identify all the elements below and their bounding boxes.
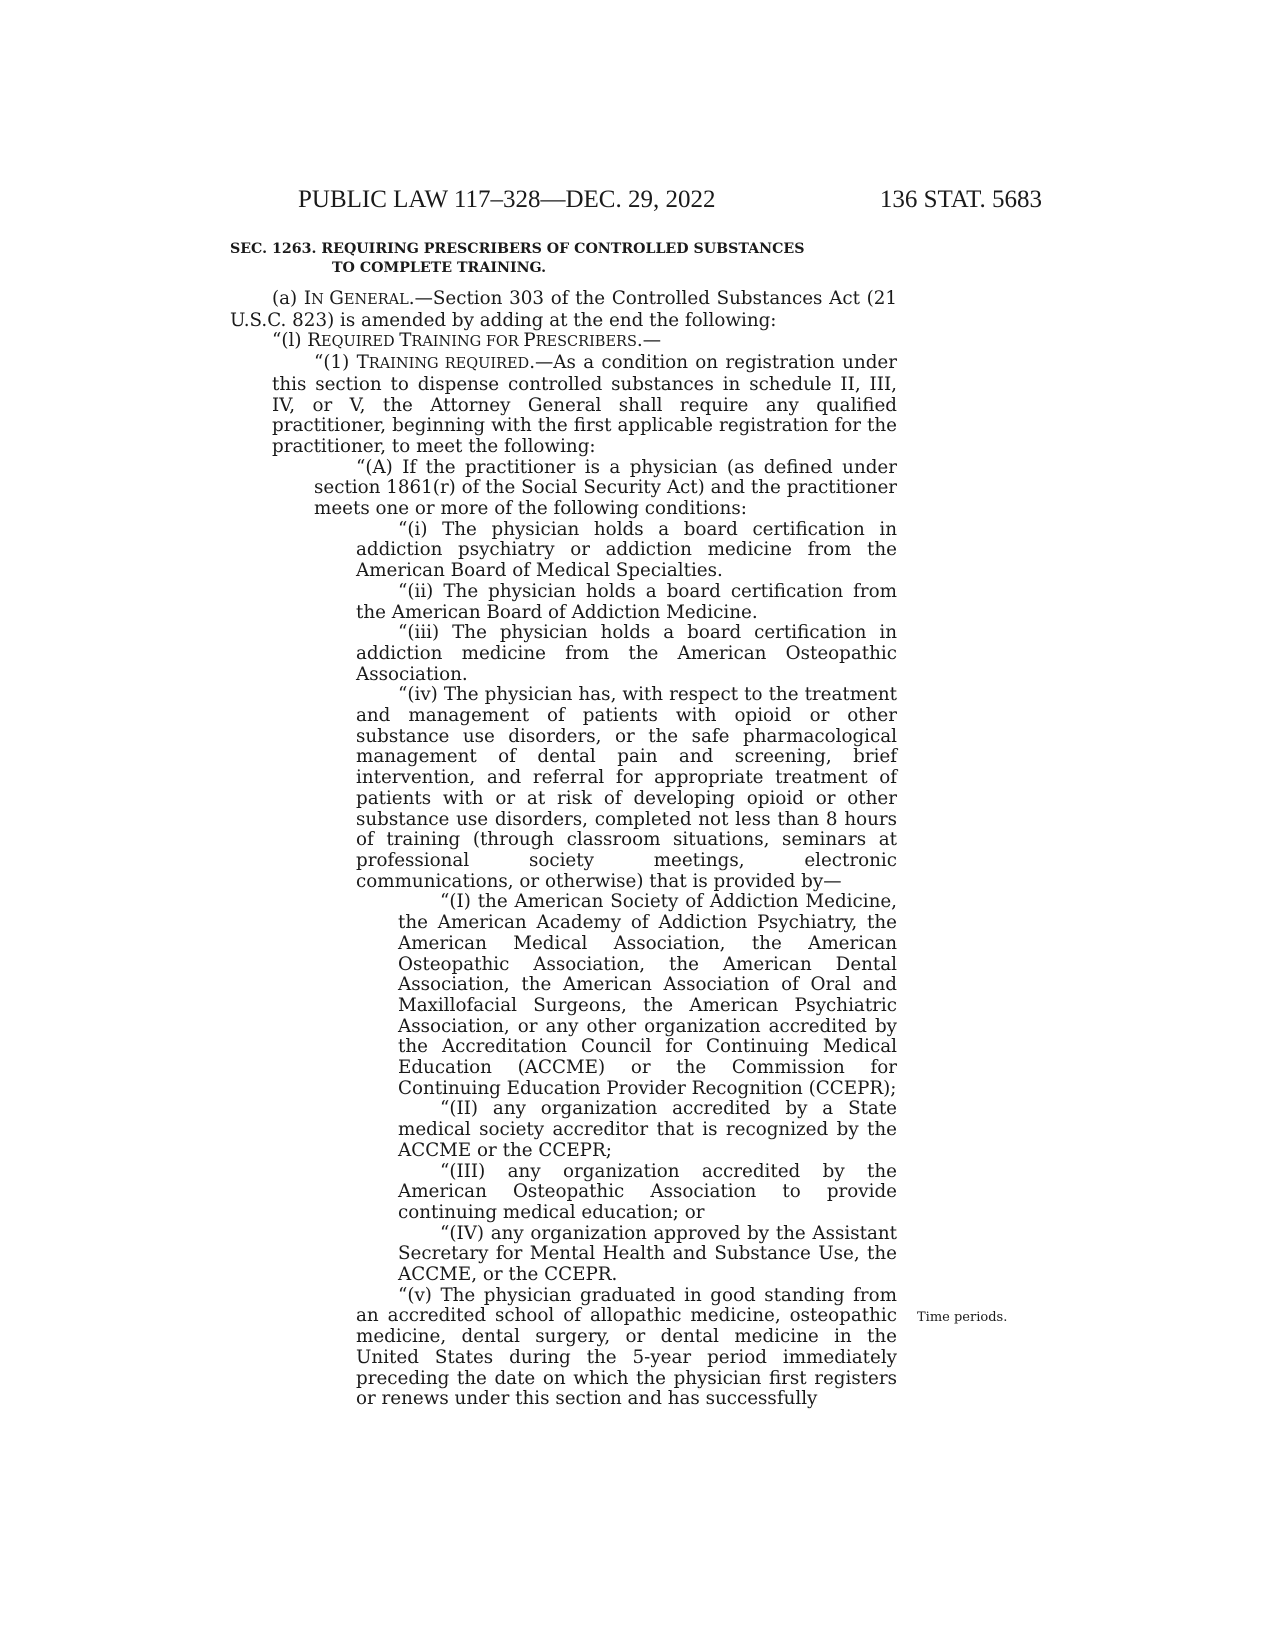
subsection-l-heading-small: RAINING FOR: [411, 334, 524, 351]
paragraph-1-heading-cap: T: [356, 352, 369, 374]
subsection-l-number: “(l): [272, 330, 308, 352]
subsection-a-heading-small: ENERAL: [343, 292, 409, 308]
subclause-I: “(I) the American Society of Addiction Medicine, the American Academy of Addiction Psychiatry, the American Medical Association, the American Osteopathic Association, the American Dental Association, the American Association of Oral and Maxillofacial Surgeons, the American Psychiatric Association, or any other organization accredited by the Accreditation Council for Continuing Medical Education (ACCME) or the Commission for Continuing Education Provider Recognition (CCEPR);: [398, 891, 897, 1099]
subsection-l-heading-cap: R: [307, 330, 322, 352]
paragraph-1-text: .—As a condition on registration under this section to dispense controlled substances in schedule II, III, IV, or V, the Attorney General shall require any qualified practitioner, beginning with the first applicable registration for the practitioner, to meet the following:: [272, 352, 897, 457]
section-heading-line-2: TO COMPLETE TRAINING.: [332, 260, 547, 276]
running-header: [230, 186, 1042, 216]
subsection-a-heading-cap: I: [303, 288, 312, 309]
subsection-l-heading-small: RESCRIBERS: [535, 334, 637, 351]
subparagraph-A: “(A) If the practitioner is a physician (as defined under section 1861(r) of the Social Security Act) and the practitioner meets one or more of the following conditions:: [314, 456, 897, 520]
subsection-a-number: (a): [272, 288, 304, 309]
subclause-III: “(III) any organization accredited by the American Osteopathic Association to provide continuing medical education; or: [398, 1160, 897, 1223]
subsection-l-heading-cap: P: [523, 330, 536, 352]
subsection-a: [230, 289, 897, 331]
subsection-l-heading-small: EQUIRED: [321, 334, 400, 351]
paragraph-1-heading-small: RAINING REQUIRED: [368, 356, 530, 373]
paragraph-1-number: “(1): [314, 352, 357, 374]
subsection-l-heading-cap: T: [399, 330, 412, 352]
margin-note: Time periods.: [917, 1310, 1008, 1325]
section-heading-line-1: SEC. 1263. REQUIRING PRESCRIBERS OF CONTROLLED SUBSTANCES: [230, 241, 805, 257]
clause-i: “(i) The physician holds a board certification in addiction psychiatry or addiction medicine from the American Board of Medical Specialties.: [356, 518, 897, 582]
clause-ii: “(ii) The physician holds a board certification from the American Board of Addiction Medicine.: [356, 580, 897, 623]
subsection-a-heading-cap: G: [329, 288, 344, 309]
section-body: [230, 289, 897, 1410]
paragraph-1: [230, 353, 897, 458]
subsection-a-heading-small: N: [311, 292, 330, 308]
clause-iii: “(iii) The physician holds a board certification in addiction medicine from the American Osteopathic Association.: [356, 622, 897, 685]
clause-iv: “(iv) The physician has, with respect to the treatment and management of patients with opioid or other substance use disorders, or the safe pharmacological management of dental pain and screening, brief intervention, and referral for appropriate treatment of patients with or at risk of developing opioid or other substance use disorders, completed not less than 8 hours of training (through classroom situations, seminars at professional society meetings, electronic communications, or otherwise) that is provided by—: [356, 684, 897, 892]
subclause-IV: “(IV) any organization approved by the Assistant Secretary for Mental Health and Substance Use, the ACCME, or the CCEPR.: [398, 1222, 897, 1286]
subsection-a-text: .—Section 303 of the Controlled Substances Act (21 U.S.C. 823) is amended by adding at the end the following:: [230, 288, 898, 331]
statute-page-number: 136 STAT. 5683: [879, 186, 1042, 213]
running-header-title: PUBLIC LAW 117–328—DEC. 29, 2022: [298, 186, 716, 213]
subclause-II: “(II) any organization accredited by a State medical society accreditor that is recognized by the ACCME or the CCEPR;: [398, 1098, 897, 1161]
clause-v: “(v) The physician graduated in good standing from an accredited school of allopathic medicine, osteopathic medicine, dental surgery, or dental medicine in the United States during the 5-year period immediately preceding the date on which the physician first registers or renews under this section and has successfully: [356, 1284, 897, 1410]
subsection-l-heading-dash: .—: [636, 330, 661, 352]
section-heading: [230, 240, 897, 278]
subsection-l-heading: [230, 331, 897, 353]
